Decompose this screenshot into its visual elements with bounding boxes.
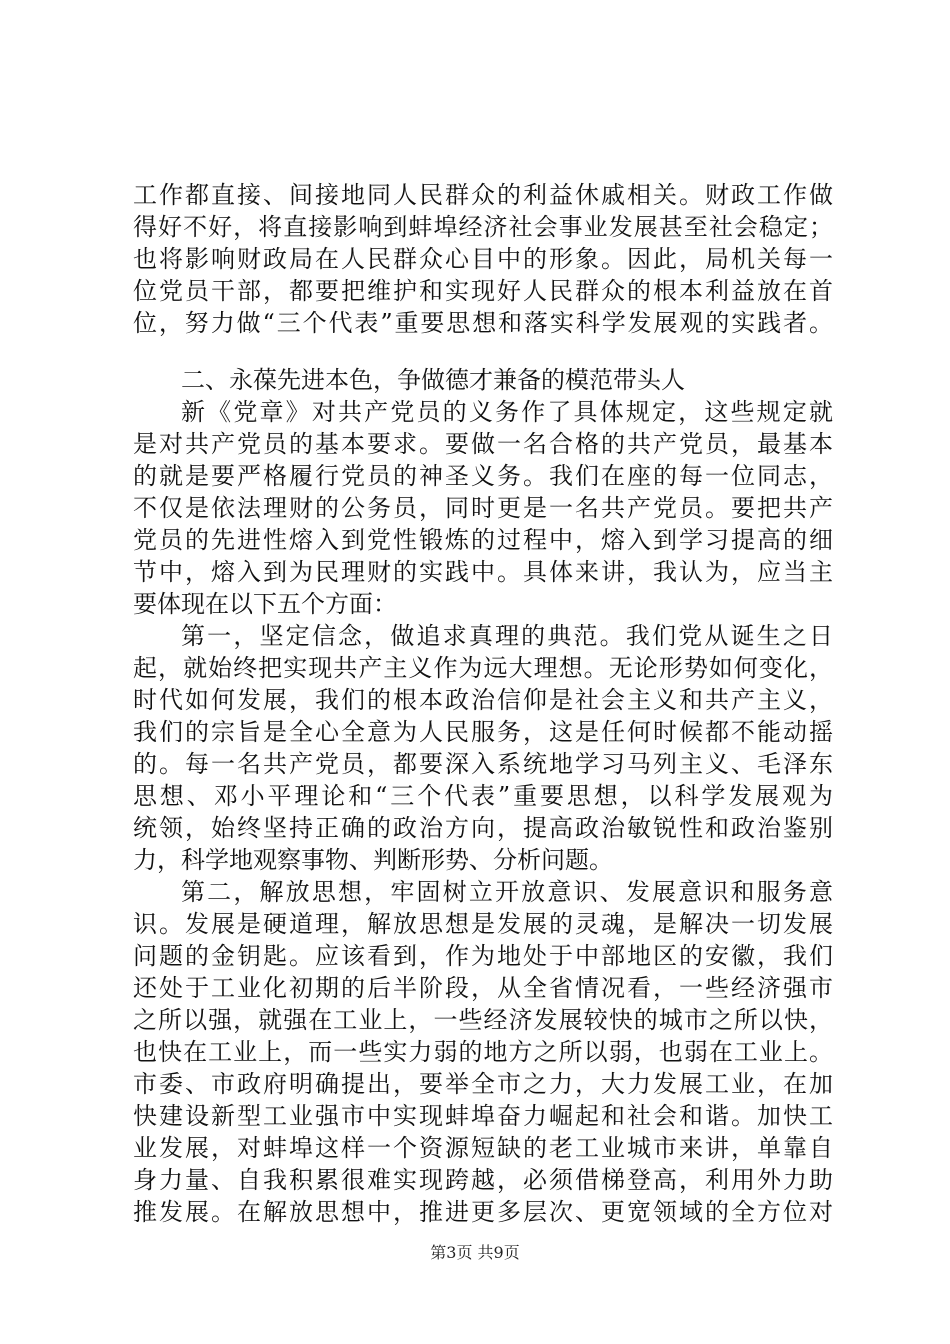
- text-line: 节中，熔入到为民理财的实践中。具体来讲，我认为，应当主: [133, 558, 833, 586]
- text-line: 的就是要严格履行党员的神圣义务。我们在座的每一位同志，: [133, 462, 833, 490]
- text-line: 工作都直接、间接地同人民群众的利益休戚相关。财政工作做: [133, 181, 833, 209]
- text-line: 第二，解放思想，牢固树立开放意识、发展意识和服务意: [181, 878, 833, 906]
- section-heading: 二、永葆先进本色，争做德才兼备的模范带头人: [181, 366, 685, 394]
- text-line: 推发展。在解放思想中，推进更多层次、更宽领域的全方位对: [133, 1198, 833, 1226]
- text-line: 之所以强，就强在工业上，一些经济发展较快的城市之所以快，: [133, 1006, 833, 1034]
- text-line: 也将影响财政局在人民群众心目中的形象。因此，局机关每一: [133, 245, 833, 273]
- text-line: 起，就始终把实现共产主义作为远大理想。无论形势如何变化，: [133, 654, 833, 682]
- text-line: 统领，始终坚持正确的政治方向，提高政治敏锐性和政治鉴别: [133, 814, 833, 842]
- text-line: 时代如何发展，我们的根本政治信仰是社会主义和共产主义，: [133, 686, 833, 714]
- text-line: 快建设新型工业强市中实现蚌埠奋力崛起和社会和谐。加快工: [133, 1102, 833, 1130]
- text-line: 是对共产党员的基本要求。要做一名合格的共产党员，最基本: [133, 430, 833, 458]
- text-line: 身力量、自我积累很难实现跨越，必须借梯登高，利用外力助: [133, 1166, 833, 1194]
- text-line: 第一，坚定信念，做追求真理的典范。我们党从诞生之日: [181, 622, 833, 650]
- text-line: 新《党章》对共产党员的义务作了具体规定，这些规定就: [181, 398, 833, 426]
- text-line: 得好不好，将直接影响到蚌埠经济社会事业发展甚至社会稳定；: [133, 213, 833, 241]
- text-line: 位党员干部，都要把维护和实现好人民群众的根本利益放在首: [133, 277, 833, 305]
- text-line: 问题的金钥匙。应该看到，作为地处于中部地区的安徽，我们: [133, 942, 833, 970]
- text-line: 党员的先进性熔入到党性锻炼的过程中，熔入到学习提高的细: [133, 526, 833, 554]
- page-footer: 第3页 共9页: [430, 1243, 520, 1262]
- text-line: 的。每一名共产党员，都要深入系统地学习马列主义、毛泽东: [133, 750, 833, 778]
- text-line: 不仅是依法理财的公务员，同时更是一名共产党员。要把共产: [133, 494, 833, 522]
- text-line: 也快在工业上，而一些实力弱的地方之所以弱，也弱在工业上。: [133, 1038, 833, 1066]
- text-line: 还处于工业化初期的后半阶段，从全省情况看，一些经济强市: [133, 974, 833, 1002]
- text-line: 我们的宗旨是全心全意为人民服务，这是任何时候都不能动摇: [133, 718, 833, 746]
- text-line: 思想、邓小平理论和“三个代表”重要思想，以科学发展观为: [133, 782, 833, 810]
- text-line: 要体现在以下五个方面：: [133, 590, 397, 618]
- text-line: 位，努力做“三个代表”重要思想和落实科学发展观的实践者。: [133, 309, 833, 337]
- text-line: 力，科学地观察事物、判断形势、分析问题。: [133, 846, 613, 874]
- text-line: 市委、市政府明确提出，要举全市之力，大力发展工业，在加: [133, 1070, 833, 1098]
- text-line: 业发展，对蚌埠这样一个资源短缺的老工业城市来讲，单靠自: [133, 1134, 833, 1162]
- text-line: 识。发展是硬道理，解放思想是发展的灵魂，是解决一切发展: [133, 910, 833, 938]
